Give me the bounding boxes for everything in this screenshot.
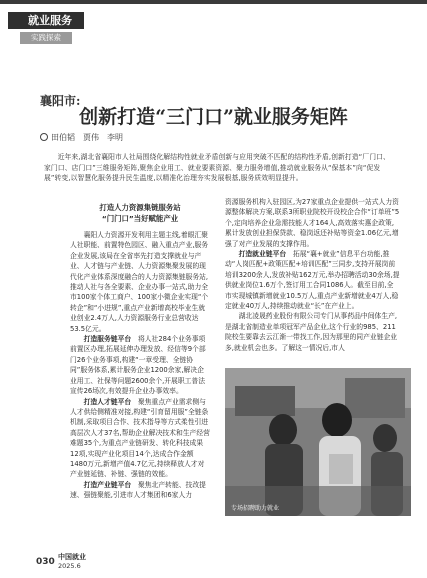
header-rule: [0, 0, 427, 4]
right-paragraph-2: [225, 249, 400, 311]
para-2-text: 将人社284个业务事项前置区办理,拓展延伸办理发放、经信等9个部门26个业务事项,构建“一章受理、全链协同”服务体系,累计服务企业1200余家,解决企业用工、社保等问题2600余个,开展职工普法宣传26场次,有效提升企业办事效率。: [70, 335, 206, 396]
article-authors: [40, 132, 123, 143]
byline-circle-icon: [40, 133, 48, 141]
right-para-2-text: 拓展“襄+就业”信息平台功能,推动“人岗匹配+政策匹配+培训匹配”三同步,支持开展岗前培训3200余人,发放补贴162万元,举办招聘活动30余场,提供就业岗位1.6万个,签订用工合同1086人。截至目前,全市实现城镇新增就业10.5万人,重点产业新增就业4万人,稳定就业40万人,持续推动就业“长”在产业上。: [225, 250, 400, 311]
page-footer: [0, 548, 427, 578]
author-names: 田伯韬 贾伟 李明: [51, 133, 123, 142]
para-4-text: 聚焦北产转能、技改提速、强链聚能,引进市人才集团和6家人力: [70, 480, 206, 500]
subsection-tag: 实践探索: [20, 32, 72, 44]
photo-illustration: [225, 368, 411, 516]
subhead-line-2: “门门口”当好赋能产业: [101, 214, 179, 223]
article-kicker: 襄阳市:: [40, 94, 81, 108]
right-para-2-lead: 打造就业链平台: [238, 250, 287, 259]
left-paragraph-2: [70, 334, 210, 396]
magazine-issue: 2025.6: [58, 562, 81, 570]
para-3-lead: 打造人才链平台: [83, 397, 132, 406]
magazine-name: 中国就业: [58, 553, 86, 561]
job-fair-photo: [225, 368, 411, 516]
para-3-text: 聚焦重点产业需求侧与人才供给侧精准对接,构建“引育留用服”全链条机制,采取项目合作、技术指导等方式柔性引进高层次人才37名,帮助企业解决技术和生产经营难题35个,为重点产业链研发、转化科技成果12项,实现产业化项目14个,达成合作金额1480万元,新增产值4.7亿元,持续释放人才对产业链延链、补链、强链的效能。: [70, 397, 210, 479]
subhead-line-1: 打造人力资源集链服务站: [99, 203, 181, 212]
left-paragraph-3: [70, 397, 210, 480]
right-paragraph-1: 资源服务机构入驻园区,为27家重点企业提供一站式人力资源整体解决方案,联系3所职业院校开设校企合作“订单班”5个,定向培养企业急需技能人才164人,高效落实惠企政策,累计发放创业担保贷款、稳岗返还补贴等资金1.06亿元,增强了对产业发展的支撑作用。: [225, 198, 400, 248]
section-tag: 就业服务: [8, 12, 84, 29]
article-lead: 近年来,湖北省襄阳市人社局围绕化解结构性就业矛盾创新与应用突破不匹配的结构性矛盾,创新打造“厂门口、家门口、店门口”三维服务矩阵,聚焦企业用工、就业要素资源、聚力服务增值,推动就业服务从“保基本”向“促发展”转变,以智慧化服务提升民生温度,以精准化治理夯实发展根基,服务质效明显提升。: [44, 153, 390, 182]
para-2-lead: 打造服务链平台: [83, 335, 132, 344]
right-column: [225, 197, 400, 353]
article-title: 创新打造“三门口”就业服务矩阵: [79, 106, 348, 128]
section-header: [0, 0, 427, 44]
right-paragraph-3: 湖北凌晟药业股份有限公司专门从事药品中间体生产,是湖北省制造业单项冠军产品企业,这个行业的985、211院校生要靠去云江渐一带找工作,因为那里的同产业链企业多,就业机会也多。了解这一情况后,市人: [225, 312, 398, 352]
photo-caption: 专场招聘助力就业: [231, 505, 280, 512]
para-4-lead: 打造产业链平台: [83, 480, 132, 489]
left-paragraph-1: 襄阳人力资源开发利用主题主线,着眼汇聚人社职能、前置特色园区、融入重点产业,服务企业发展,该局在全省率先打造支撑就业与产业、人才链与产业链、人力资源集聚发展的现代化产业体系深度融合的人力资源集链服务站,推动人社与各全要素、企业办事一站式,助力全市100家个体工商户、100家小微企业实现“个转企”和“小进规”,重点产业新增高校毕业生就业创业2.4万人,人力资源服务行业总营收达53.5亿元。: [70, 231, 209, 333]
page-number: 030: [36, 557, 55, 567]
left-column: [70, 202, 210, 501]
left-paragraph-4: [70, 480, 210, 501]
